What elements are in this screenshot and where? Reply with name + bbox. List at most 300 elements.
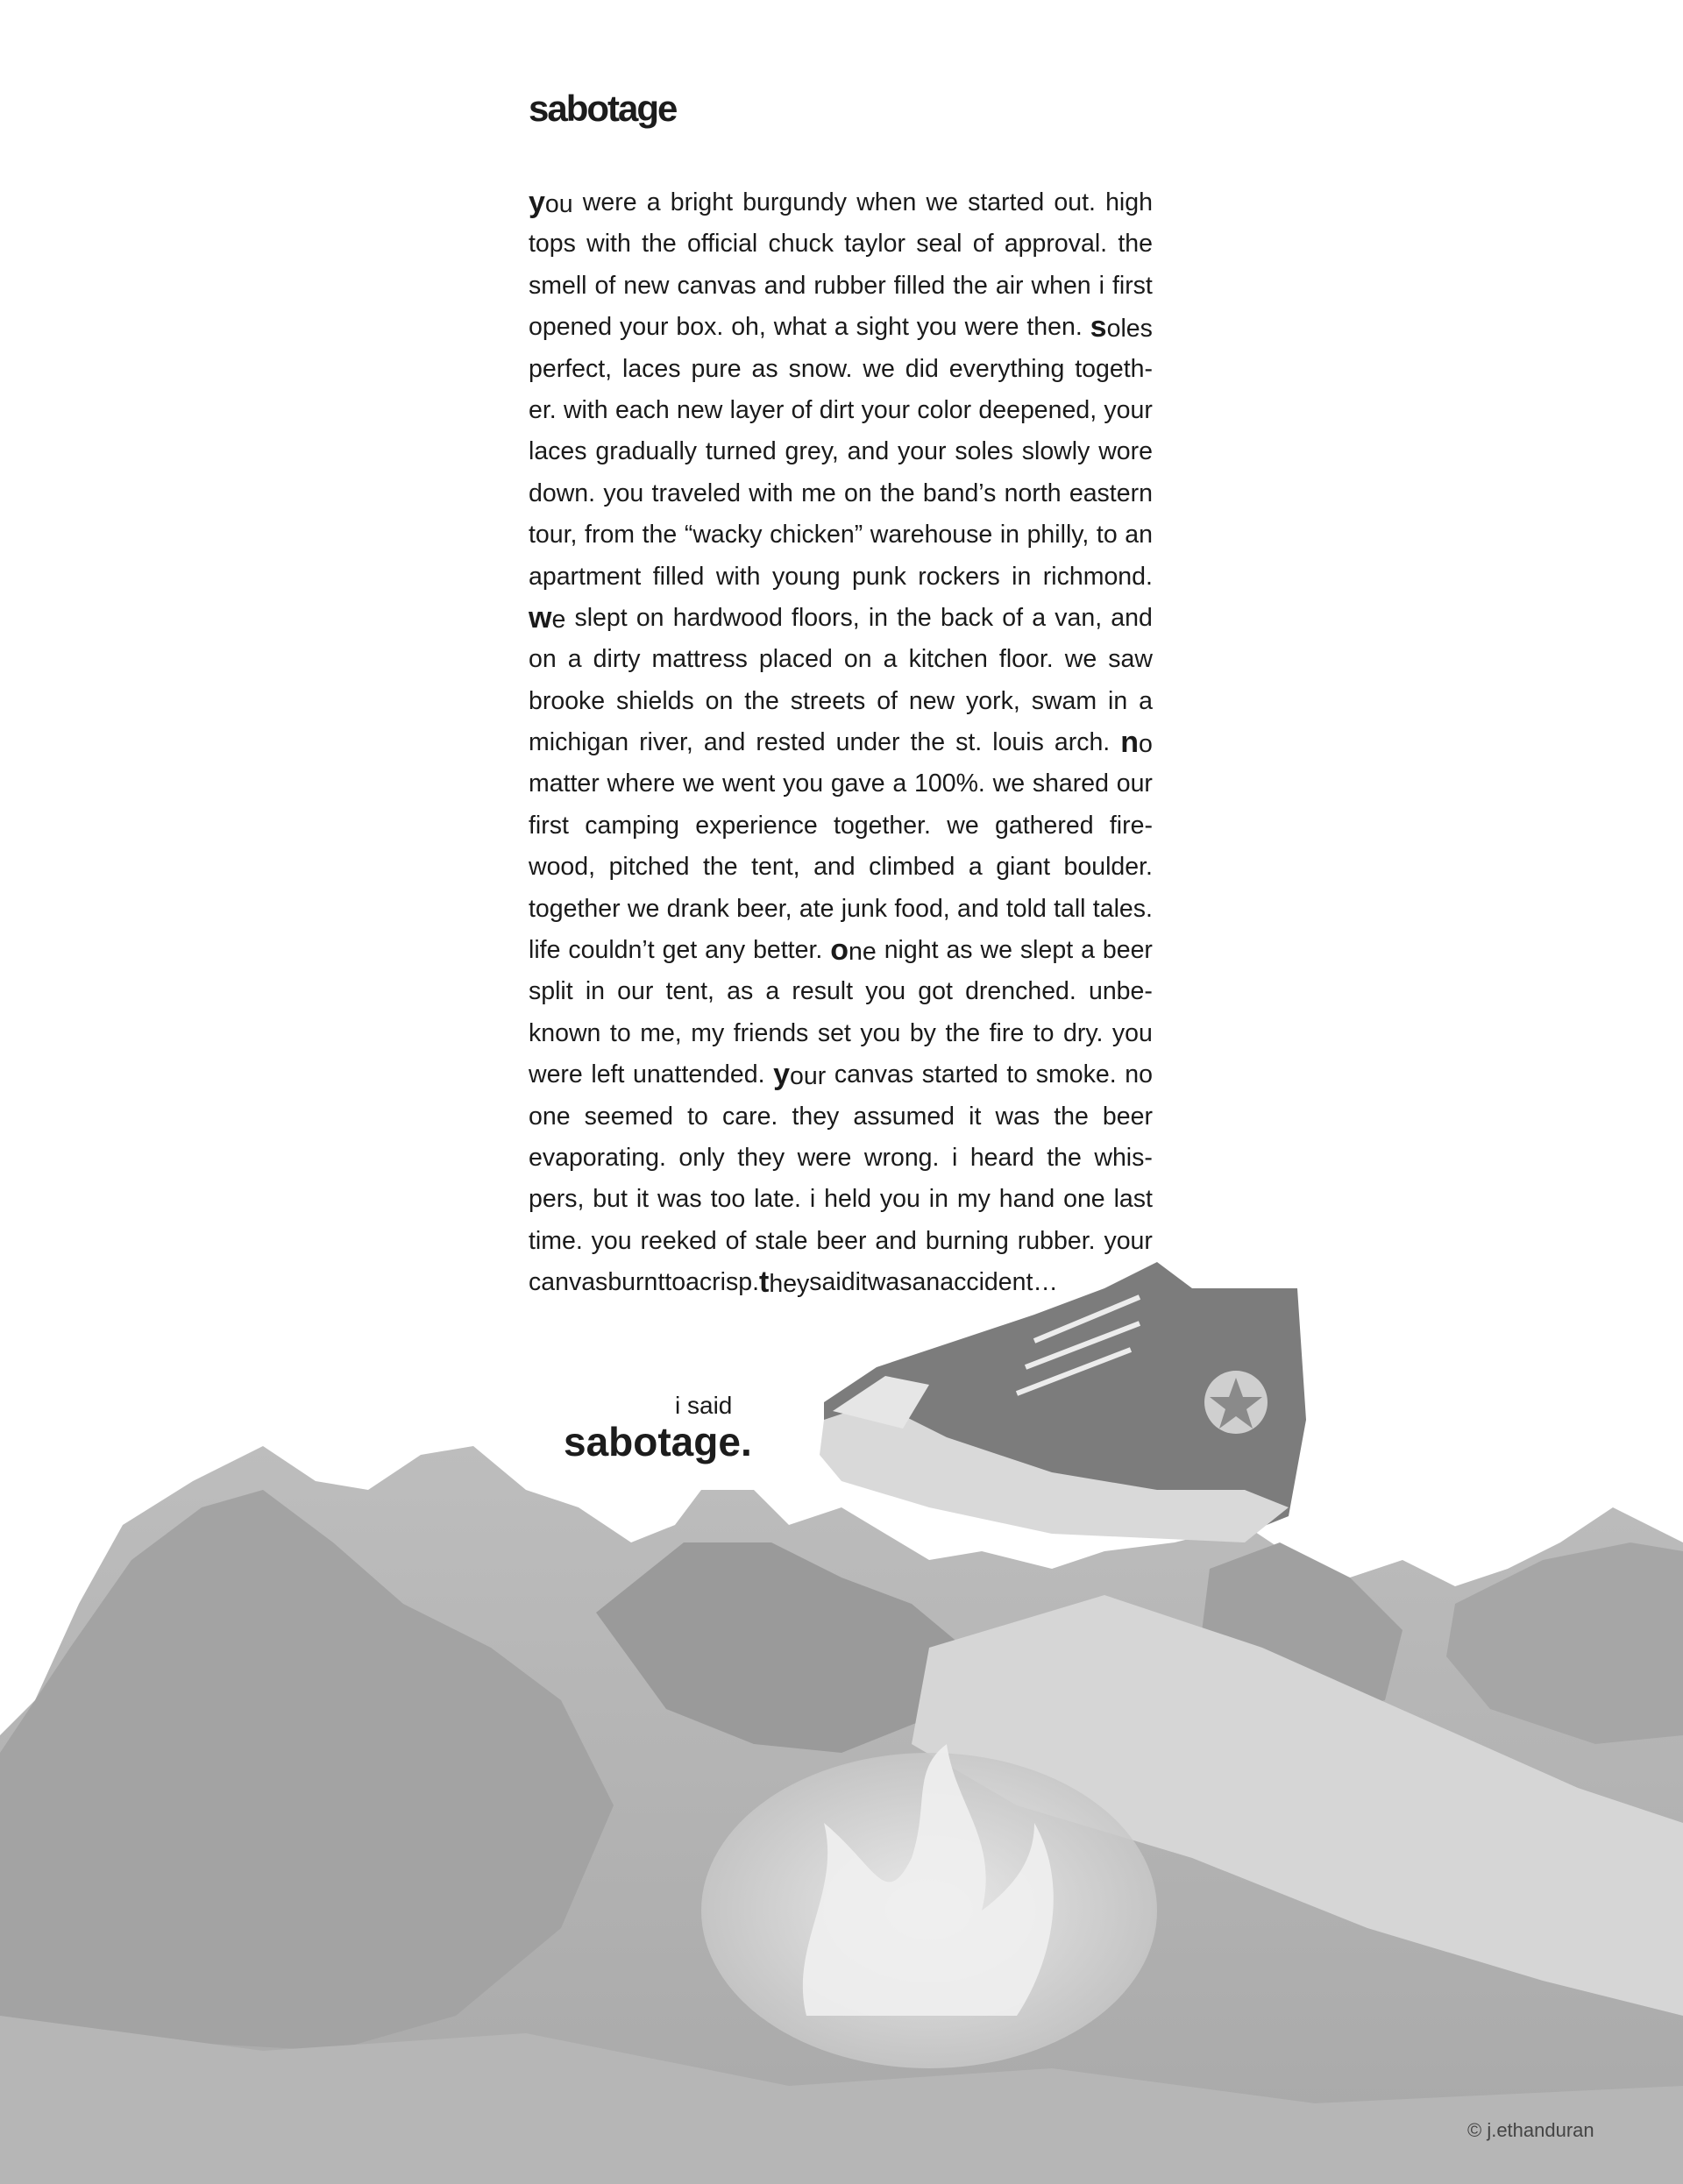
word: with (586, 230, 631, 259)
word: chicken” (770, 521, 863, 550)
word: your (861, 395, 911, 424)
word: unbe- (1088, 977, 1153, 1006)
word: mattress (651, 645, 748, 674)
word: tent, (665, 977, 714, 1006)
word: they (737, 1143, 785, 1172)
word: opened (529, 313, 613, 342)
word: tent, (751, 853, 800, 882)
word: drank (666, 894, 729, 923)
word: deepened, (978, 395, 1097, 424)
word: we (926, 188, 958, 216)
word: unattended. (632, 1060, 765, 1089)
word: life (529, 936, 561, 965)
word: of (594, 271, 616, 300)
word: last (1113, 1185, 1153, 1214)
word: crisp. (699, 1268, 760, 1297)
word: “wacky (684, 521, 763, 550)
word: you (603, 479, 644, 507)
paragraph-line (529, 390, 1153, 431)
word: i (809, 1185, 816, 1214)
word: you (783, 769, 824, 798)
word: matter (529, 769, 600, 798)
word: went (722, 769, 776, 798)
word: boulder. (1063, 853, 1153, 882)
copyright-notice: © j.ethanduran (1467, 2119, 1594, 2141)
word: no (1125, 1060, 1153, 1089)
word: burgundy (742, 188, 848, 216)
word: richmond. (1042, 562, 1153, 591)
word: were (582, 188, 637, 216)
word: were (964, 313, 1019, 342)
word: in (868, 603, 888, 632)
word: your (1104, 1226, 1153, 1255)
word: wrong. (863, 1143, 940, 1172)
word: a (883, 645, 898, 674)
paragraph-line (529, 1096, 1153, 1138)
word: soles (1090, 310, 1153, 344)
drop-letter: w (529, 600, 552, 635)
word: pitched (608, 853, 690, 882)
paragraph-line (529, 847, 1153, 888)
word: me (801, 479, 836, 507)
word: color (917, 395, 972, 424)
word: smoke. (1035, 1060, 1117, 1089)
word: air (995, 271, 1024, 300)
word: beer (1102, 1102, 1153, 1131)
word: the (1047, 1143, 1082, 1172)
word: to (1096, 521, 1118, 550)
word: of (1002, 603, 1024, 632)
word: on (844, 479, 872, 507)
paragraph-line (529, 1179, 1153, 1220)
word: approval. (1004, 230, 1108, 259)
word: then. (1026, 313, 1083, 342)
word: beer, (736, 894, 792, 923)
word: everything (948, 354, 1065, 383)
word: a (765, 977, 780, 1006)
word: gradually (595, 437, 698, 466)
word: wore (1098, 437, 1153, 466)
word: you (591, 1226, 632, 1255)
word: whis- (1094, 1143, 1153, 1172)
paragraph-line (529, 1221, 1153, 1262)
paragraph-line (529, 805, 1153, 847)
word: and (813, 853, 856, 882)
word: got (918, 977, 953, 1006)
word: st. (955, 728, 983, 757)
word: slept (574, 603, 628, 632)
word: drenched. (965, 977, 1076, 1006)
word: when (856, 188, 917, 216)
word: to (687, 1102, 708, 1131)
word: we (863, 354, 895, 383)
word: set (817, 1018, 851, 1047)
word: each (614, 395, 670, 424)
word: one (1063, 1185, 1105, 1214)
word: as (751, 354, 778, 383)
word: was (657, 1185, 702, 1214)
word: in (1012, 562, 1032, 591)
word: beer (1102, 936, 1153, 965)
word: floor. (998, 645, 1054, 674)
word: and (847, 437, 890, 466)
word: on (529, 645, 557, 674)
word: couldn’t (568, 936, 655, 965)
word: wood, (529, 853, 596, 882)
word: care. (721, 1102, 778, 1131)
word: it (855, 1268, 868, 1297)
word: held (824, 1185, 872, 1214)
drop-letter: o (830, 933, 849, 968)
word: first (529, 811, 569, 840)
word: your (898, 437, 947, 466)
word: and (875, 1226, 917, 1255)
word: york, (966, 686, 1020, 715)
word: you (916, 313, 957, 342)
word: smell (529, 271, 587, 300)
word: perfect, (529, 354, 613, 383)
word: kitchen (908, 645, 988, 674)
word: floors, (792, 603, 860, 632)
word: rockers (918, 562, 1000, 591)
word: and (763, 271, 806, 300)
word: your (773, 1058, 827, 1092)
drop-letter: s (1090, 310, 1107, 344)
sneaker-illustration (820, 1262, 1306, 1542)
word: arch. (1054, 728, 1111, 757)
word: stale (755, 1226, 808, 1255)
word: late. (754, 1185, 801, 1214)
word: down. (529, 479, 596, 507)
paragraph-line (529, 182, 1153, 223)
word: an (912, 1268, 941, 1297)
word: tales. (1092, 894, 1153, 923)
word: grey, (785, 437, 839, 466)
word: new (623, 271, 670, 300)
drop-letter: y (773, 1058, 791, 1092)
word: were (529, 1060, 583, 1089)
word: philly, (1026, 521, 1090, 550)
word: and (1111, 603, 1153, 632)
word: said (809, 1268, 856, 1297)
word: climbed (869, 853, 955, 882)
word: it (969, 1102, 982, 1131)
word: on (705, 686, 734, 715)
word: filled (893, 271, 946, 300)
word: where (607, 769, 676, 798)
word: time. (529, 1226, 583, 1255)
word: the (1054, 1102, 1089, 1131)
word: we (627, 894, 660, 923)
word: a (646, 188, 661, 216)
word: rested (756, 728, 826, 757)
drop-letter: y (529, 186, 545, 219)
word: the (910, 728, 946, 757)
word: was (867, 1268, 913, 1297)
word: in (1108, 686, 1128, 715)
word: ate (799, 894, 834, 923)
paragraph-line (529, 349, 1153, 390)
word: snow. (788, 354, 853, 383)
word: laces (529, 437, 587, 466)
word: only (678, 1143, 725, 1172)
word: pers, (529, 1185, 585, 1214)
word: pure (691, 354, 742, 383)
word: seal (916, 230, 962, 259)
paragraph-line (529, 1262, 1153, 1303)
word: together. (834, 811, 931, 840)
paragraph-line (529, 639, 1153, 680)
word: you (865, 977, 906, 1006)
word: result (792, 977, 854, 1006)
word: of (877, 686, 898, 715)
word: when (1031, 271, 1091, 300)
word: they (792, 1102, 840, 1131)
word: traveled (651, 479, 741, 507)
word: band’s (922, 479, 997, 507)
word: known (529, 1018, 601, 1047)
word: placed (758, 645, 833, 674)
word: we (980, 936, 1012, 965)
paragraph-line (529, 722, 1153, 763)
word: apartment (529, 562, 642, 591)
word: from (585, 521, 636, 550)
word: a (834, 313, 849, 342)
word: we (529, 600, 566, 635)
word: shields (616, 686, 694, 715)
paragraph-line (529, 1138, 1153, 1179)
word: the (642, 521, 678, 550)
paragraph-line (529, 307, 1153, 348)
word: a (968, 853, 983, 882)
word: we (947, 811, 979, 840)
word: togeth- (1075, 354, 1153, 383)
word: michigan (529, 728, 629, 757)
word: and (703, 728, 746, 757)
word: i (951, 1143, 958, 1172)
paragraph-line (529, 598, 1153, 639)
word: dry. (1063, 1018, 1104, 1047)
word: a (892, 769, 907, 798)
word: 100%. (914, 769, 985, 798)
word: gave (830, 769, 885, 798)
word: new (908, 686, 955, 715)
word: the (1118, 230, 1153, 259)
word: hardwood (672, 603, 783, 632)
word: too (710, 1185, 746, 1214)
word: in (928, 1185, 948, 1214)
word: left (591, 1060, 625, 1089)
word: burnt (607, 1268, 665, 1297)
word: night (884, 936, 939, 965)
word: soles (955, 437, 1013, 466)
paragraph-line (529, 473, 1153, 514)
word: to (1033, 1018, 1055, 1047)
word: slept (1019, 936, 1074, 965)
word: new (677, 395, 723, 424)
word: together (529, 894, 621, 923)
story-paragraph (529, 182, 1153, 1304)
word: official (686, 230, 758, 259)
word: started (921, 1060, 998, 1089)
word: a (685, 1268, 699, 1297)
word: your (1104, 395, 1153, 424)
word: a (1081, 936, 1095, 965)
word: streets (790, 686, 866, 715)
word: as (946, 936, 973, 965)
paragraph-line (529, 557, 1153, 598)
word: food, (894, 894, 950, 923)
word: better. (753, 936, 823, 965)
word: to (609, 1018, 631, 1047)
word: our (617, 977, 654, 1006)
word: the (953, 271, 988, 300)
word: but (593, 1185, 628, 1214)
drop-letter: t (759, 1266, 770, 1300)
word: we (682, 769, 715, 798)
word: fire (989, 1018, 1025, 1047)
word: canvas (677, 271, 756, 300)
word: high (1105, 188, 1153, 216)
paragraph-line (529, 223, 1153, 265)
paragraph-line (529, 889, 1153, 930)
word: in (999, 521, 1019, 550)
word: chuck (768, 230, 834, 259)
paragraph-line (529, 514, 1153, 556)
word: in (585, 977, 606, 1006)
word: oh, (731, 313, 766, 342)
word: taylor (844, 230, 905, 259)
word: saw (1108, 645, 1153, 674)
word: were (797, 1143, 852, 1172)
word: no (1120, 726, 1153, 760)
word: to (664, 1268, 686, 1297)
word: camping (585, 811, 679, 840)
word: brooke (529, 686, 606, 715)
word: you (879, 1185, 920, 1214)
word: turned (705, 437, 777, 466)
word: under (835, 728, 900, 757)
word: louis (992, 728, 1044, 757)
word: the (897, 603, 932, 632)
word: eastern (1069, 479, 1153, 507)
word: reeked (640, 1226, 717, 1255)
word: slowly (1021, 437, 1090, 466)
word: it (636, 1185, 650, 1214)
word: tour, (529, 521, 578, 550)
word: and (957, 894, 999, 923)
word: burning (925, 1226, 1009, 1255)
word: my (691, 1018, 725, 1047)
word: an (1125, 521, 1153, 550)
word: was (995, 1102, 1040, 1131)
word: started (968, 188, 1045, 216)
word: punk (852, 562, 906, 591)
paragraph-line (529, 266, 1153, 307)
page-title: sabotage (529, 88, 677, 129)
word: with (563, 395, 608, 424)
word: on (843, 645, 872, 674)
word: a (567, 645, 582, 674)
word: laces (622, 354, 681, 383)
word: first (1111, 271, 1153, 300)
word: the (702, 853, 738, 882)
word: canvas (834, 1060, 914, 1089)
word: split (529, 977, 573, 1006)
word: young (771, 562, 841, 591)
word: the (945, 1018, 981, 1047)
word: beer (816, 1226, 867, 1255)
word: shared (1032, 769, 1109, 798)
word: heard (969, 1143, 1034, 1172)
word: you (860, 1018, 901, 1047)
word: one (830, 933, 877, 968)
word: north (1004, 479, 1062, 507)
word: on (636, 603, 664, 632)
word: rubber. (1017, 1226, 1096, 1255)
word: i (1098, 271, 1104, 300)
word: any (705, 936, 746, 965)
word: box. (676, 313, 724, 342)
word: bright (670, 188, 734, 216)
word: me, (640, 1018, 682, 1047)
paragraph-line (529, 971, 1153, 1012)
word: you (529, 186, 573, 219)
word: they (759, 1266, 810, 1300)
word: as (727, 977, 754, 1006)
paragraph-line (529, 1054, 1153, 1096)
word: get (662, 936, 698, 965)
word: to (1006, 1060, 1028, 1089)
word: did (905, 354, 939, 383)
word: hand (998, 1185, 1055, 1214)
word: van, (1055, 603, 1103, 632)
word: the (642, 230, 677, 259)
word: friends (733, 1018, 809, 1047)
word: assumed (853, 1102, 955, 1131)
word: canvas (529, 1268, 608, 1297)
word: a (1139, 686, 1153, 715)
word: we (1064, 645, 1097, 674)
word: what (773, 313, 827, 342)
word: we (992, 769, 1026, 798)
word: junk (841, 894, 888, 923)
word: swam (1031, 686, 1097, 715)
word: back (940, 603, 994, 632)
drop-letter: n (1120, 726, 1140, 760)
word: er. (529, 395, 557, 424)
word: our (1116, 769, 1153, 798)
closing-lead: i said (675, 1392, 733, 1419)
word: warehouse (870, 521, 993, 550)
word: the (880, 479, 915, 507)
word: out. (1054, 188, 1096, 216)
word: of (791, 395, 813, 424)
word: rubber (813, 271, 886, 300)
paragraph-line (529, 681, 1153, 722)
word: one (529, 1102, 571, 1131)
word: of (972, 230, 994, 259)
paragraph-line (529, 431, 1153, 472)
word: seemed (584, 1102, 674, 1131)
word: a (1032, 603, 1047, 632)
word: with (715, 562, 761, 591)
word: dirt (819, 395, 855, 424)
word: evaporating. (529, 1143, 666, 1172)
word: your (620, 313, 669, 342)
closing-word: sabotage. (564, 1419, 752, 1464)
word: dirty (593, 645, 641, 674)
